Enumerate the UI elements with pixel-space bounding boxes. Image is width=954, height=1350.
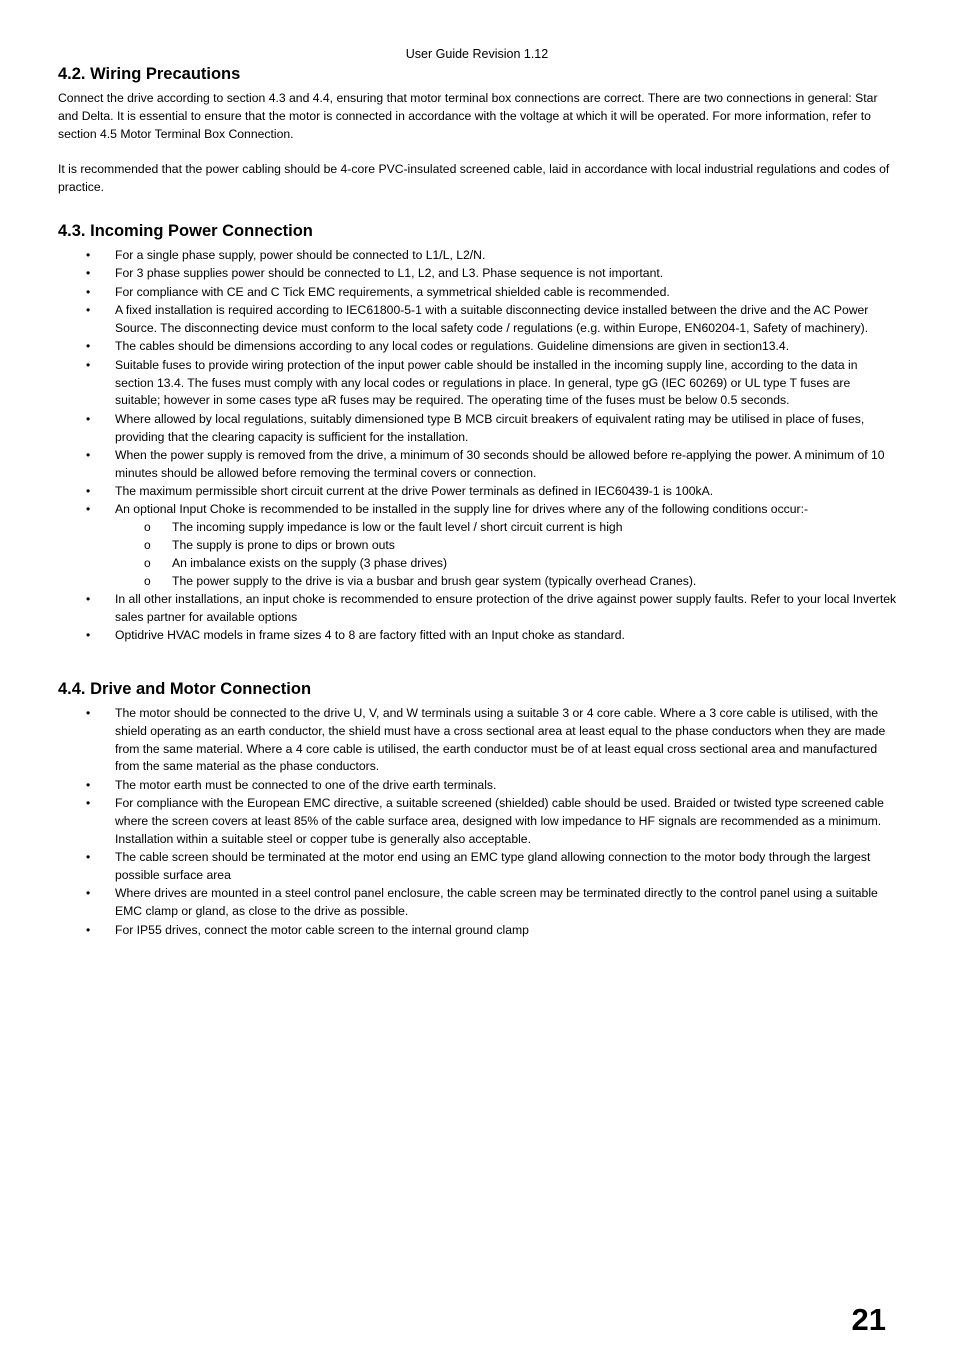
bullet-icon: •: [86, 411, 91, 426]
sub-list-item: [115, 573, 898, 591]
list-item-text: The motor earth must be connected to one of the drive earth terminals.: [115, 777, 497, 792]
list-item-text: Optidrive HVAC models in frame sizes 4 to 8 are factory fitted with an Input choke as standard.: [115, 628, 625, 643]
list-item: [58, 483, 898, 501]
page-content: [58, 64, 898, 940]
list-item: [58, 705, 898, 776]
list-item: [58, 627, 898, 645]
sub-list-item: [115, 519, 898, 537]
hollow-circle-icon: o: [144, 520, 151, 535]
list-item: [58, 777, 898, 795]
hollow-circle-icon: o: [144, 555, 151, 570]
list-item-text: An optional Input Choke is recommended to be installed in the supply line for drives where any of the following conditions occur:-: [115, 502, 809, 517]
bullet-icon: •: [86, 592, 91, 607]
page-number: 21: [851, 1302, 886, 1337]
list-item: [58, 247, 898, 265]
bullet-list: [58, 247, 898, 645]
bullet-list: [58, 705, 898, 939]
sub-list-item-text: The power supply to the drive is via a busbar and brush gear system (typically overhead Cranes).: [172, 573, 697, 588]
list-item-text: The cable screen should be terminated at the motor end using an EMC type gland allowing connection to the motor body through the largest possible surface area: [115, 850, 871, 882]
sub-list-item-text: The incoming supply impedance is low or the fault level / short circuit current is high: [172, 520, 623, 535]
list-item: [58, 357, 898, 410]
list-item-text: Where drives are mounted in a steel control panel enclosure, the cable screen may be terminated directly to the control panel using a suitable EMC clamp or gland, as close to the drive as possible.: [115, 886, 878, 919]
list-item: [58, 922, 898, 940]
list-item-text: When the power supply is removed from the drive, a minimum of 30 seconds should be allowed before re-applying the power. A minimum of 10 minutes should be allowed before removing the terminal covers or connection.: [115, 447, 885, 480]
list-item-text: For compliance with CE and C Tick EMC requirements, a symmetrical shielded cable is recommended.: [115, 284, 670, 299]
list-item: [58, 302, 898, 338]
section-heading-wiring-precautions: 4.2. Wiring Precautions: [58, 65, 241, 83]
list-item: [58, 411, 898, 447]
sub-list-item: [115, 537, 898, 555]
hollow-circle-icon: o: [144, 538, 151, 553]
bullet-icon: •: [86, 484, 91, 499]
bullet-icon: •: [86, 777, 91, 792]
list-item-text: Where allowed by local regulations, suitably dimensioned type B MCB circuit breakers of equivalent rating may be utilised in place of fuses, providing that the clearing capacity is sufficient for the installation.: [115, 411, 865, 444]
list-item: [58, 501, 898, 590]
bullet-icon: •: [86, 706, 91, 721]
bullet-icon: •: [86, 357, 91, 372]
list-item: [58, 885, 898, 921]
list-item-text: Suitable fuses to provide wiring protection of the input power cable should be installed in the incoming supply line, according to the data in section 13.4. The fuses must comply with any local codes or regulations in place. In general, type gG (IEC 60269) or UL type T fuses are suitable; however in some cases type aR fuses may be required. The operating time of the fuses must be below 0.5 seconds.: [115, 357, 858, 408]
list-item: [58, 265, 898, 283]
list-item-text: For IP55 drives, connect the motor cable screen to the internal ground clamp: [115, 922, 529, 937]
list-item-text: The maximum permissible short circuit current at the drive Power terminals as defined in IEC60439-1 is 100kA.: [115, 484, 714, 499]
hollow-circle-icon: o: [144, 573, 151, 588]
bullet-icon: •: [86, 502, 91, 517]
sub-list-item: [115, 555, 898, 573]
bullet-icon: •: [86, 266, 91, 281]
list-item-text: For a single phase supply, power should be connected to L1/L, L2/N.: [115, 247, 486, 262]
list-item: [58, 447, 898, 483]
section-heading-incoming-power: 4.3. Incoming Power Connection: [58, 221, 313, 240]
bullet-icon: •: [86, 284, 91, 299]
bullet-icon: •: [86, 628, 91, 643]
list-item-text: A fixed installation is required according to IEC61800-5-1 with a suitable disconnecting device installed between the drive and the AC Power Source. The disconnecting device must conform to the local safety code / regulations (e.g. within Europe, EN60204-1, Safety of machinery).: [115, 303, 869, 335]
sub-list-item-text: The supply is prone to dips or brown outs: [172, 538, 395, 553]
bullet-icon: •: [86, 447, 91, 462]
list-item-text: In all other installations, an input choke is recommended to ensure protection of the drive against power supply faults. Refer to your local Invertek sales partner for available options: [115, 592, 897, 624]
bullet-icon: •: [86, 303, 91, 318]
list-item: [58, 849, 898, 885]
bullet-icon: •: [86, 850, 91, 865]
bullet-icon: •: [86, 796, 91, 811]
list-item: [58, 795, 898, 848]
sub-list-item-text: An imbalance exists on the supply (3 phase drives): [172, 555, 448, 570]
list-item: [58, 591, 898, 627]
bullet-icon: •: [86, 339, 91, 354]
list-item: [58, 284, 898, 302]
paragraph: Connect the drive according to section 4.3 and 4.4, ensuring that motor terminal box connections are correct. There are two connections in general: Star and Delta. It is essential to ensure that the motor is connected in accordance with the voltage at which it will be operated. For more information, refer to section 4.5 Motor Terminal Box Connection.: [58, 91, 878, 141]
running-header: User Guide Revision 1.12: [405, 47, 549, 61]
bullet-icon: •: [86, 247, 91, 262]
sub-bullet-list: [115, 519, 898, 590]
list-item: [58, 338, 898, 356]
list-item-text: The motor should be connected to the drive U, V, and W terminals using a suitable 3 or 4 core cable. Where a 3 core cable is utilised, with the shield operating as an earth conductor, the shield must have a cross sectional area at least equal to the phase conductors when they are made from the same material. Where a 4 core cable is utilised, the earth conductor must be of at least equal cross sectional area and manufactured from the same material as the phase conductors.: [115, 706, 886, 774]
bullet-icon: •: [86, 886, 91, 901]
list-item-text: The cables should be dimensions according to any local codes or regulations. Guideline dimensions are given in section13.4.: [115, 339, 790, 354]
bullet-icon: •: [86, 922, 91, 937]
section-heading-drive-motor-connection: 4.4. Drive and Motor Connection: [58, 680, 312, 699]
paragraph: It is recommended that the power cabling should be 4-core PVC-insulated screened cable, laid in accordance with local industrial regulations and codes of practice.: [58, 162, 890, 195]
list-item-text: For 3 phase supplies power should be connected to L1, L2, and L3. Phase sequence is not important.: [115, 266, 664, 281]
list-item-text: For compliance with the European EMC directive, a suitable screened (shielded) cable should be used. Braided or twisted type screened cable where the screen covers at least 85% of the cable surface area, designed with low impedance to HF signals are recommended as a minimum. Installation within a suitable steel or copper tube is generally also acceptable.: [115, 796, 884, 846]
